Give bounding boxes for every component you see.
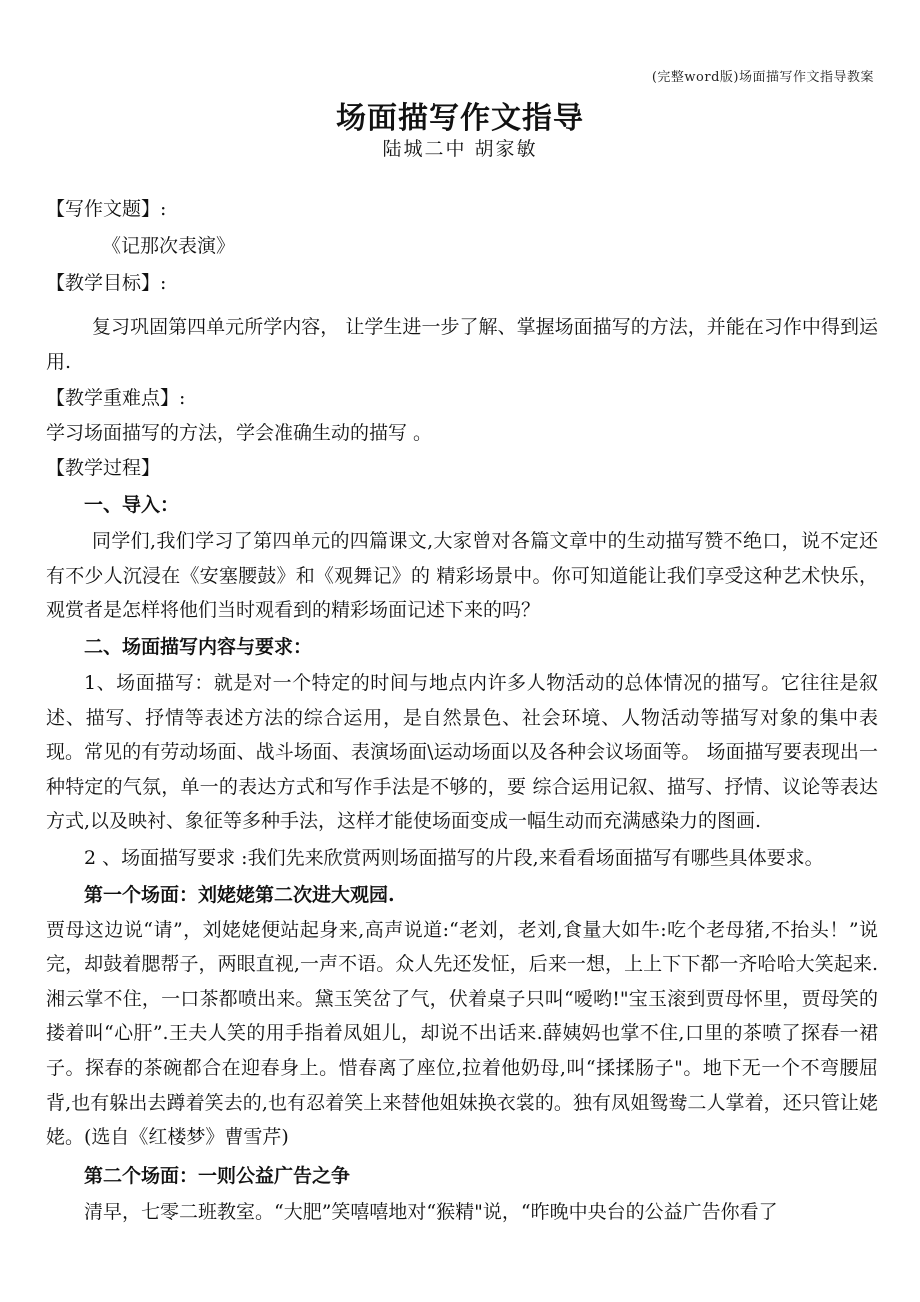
topic-text: 《记那次表演》	[102, 235, 236, 257]
intro-heading: 一、导入：	[84, 494, 180, 517]
requirements-heading: 二、场面描写内容与要求：	[84, 635, 313, 658]
requirement-paragraph-1: 1、场面描写：就是对一个特定的时间与地点内许多人物活动的总体情况的描写。它往往是叙述、描写、抒情等表述方法的综合运用，是自然景色、社会环境、人物活动等描写对象的集中表现。常见的有劳动场面、战斗场面、表演场面\运动场面以及各种会议场面等。 场面描写要表现出一种特定的气氛，单一的表达方式和写作手法是不够的，要 综合运用记叙、描写、抒情、议论等表达方式,以及映衬、象征等多种手法，这样才能使场面变成一幅生动而充满感染力的图画.	[46, 671, 878, 833]
intro-text: 同学们,我们学习了第四单元的四篇课文,大家曾对各篇文章中的生动描写赞不绝口，说不定还有不少人沉浸在《安塞腰鼓》和《观舞记》的 精彩场景中。你可知道能让我们享受这种艺术快乐，观赏者是怎样将他们当时观看到的精彩场面记述下来的吗？	[46, 530, 878, 622]
scene-2-heading: 第二个场面：一则公益广告之争	[84, 1164, 351, 1187]
goal-heading: 【教学目标】:	[46, 272, 167, 294]
key-heading: 【教学重难点】:	[46, 387, 186, 410]
document-body	[46, 190, 878, 1229]
requirement-paragraph-2: 2 、场面描写要求 :我们先来欣赏两则场面描写的片段,来看看场面描写有哪些具体要求。	[84, 846, 824, 869]
key-text: 学习场面描写的方法，学会准确生动的描写 。	[46, 422, 433, 445]
scene-2-text: 清早，七零二班教室。“大肥”笑嘻嘻地对“猴精"说，“昨晚中央台的公益广告你看了	[84, 1200, 778, 1223]
scene-1-text: 贾母这边说“请”，刘姥姥便站起身来,高声说道:“老刘，老刘,食量大如牛:吃个老母猪,不抬头！”说完，却鼓着腮帮子，两眼直视,一声不语。众人先还发怔，后来一想，上上下下都一齐哈哈大笑起来.湘云掌不住，一口茶都喷出来。黛玉笑岔了气，伏着桌子只叫“嗳哟!"宝玉滚到贾母怀里，贾母笑的搂着叫“心肝”.王夫人笑的用手指着凤姐儿，却说不出话来.薛姨妈也掌不住,口里的茶喷了探春一裙子。探春的茶碗都合在迎春身上。惜春离了座位,拉着他奶母,叫“揉揉肠子"。地下无一个不弯腰屈背,也有躲出去蹲着笑去的,也有忍着笑上来替他姐妹换衣裳的。独有凤姐鸳鸯二人掌着，还只管让姥姥。(选自《红楼梦》曹雪芹)	[46, 918, 878, 1149]
topic-heading: 【写作文题】:	[46, 198, 167, 220]
page-title: 场面描写作文指导	[336, 101, 584, 136]
goal-text: 复习巩固第四单元所学内容， 让学生进一步了解、掌握场面描写的方法，并能在习作中得到运用.	[46, 316, 878, 373]
process-heading: 【教学过程】	[46, 457, 161, 480]
document-header-label: (完整word版)场面描写作文指导教案	[651, 70, 874, 85]
scene-1-heading: 第一个场面：刘姥姥第二次进大观园.	[84, 883, 395, 906]
author-line: 陆城二中 胡家敏	[382, 138, 538, 160]
